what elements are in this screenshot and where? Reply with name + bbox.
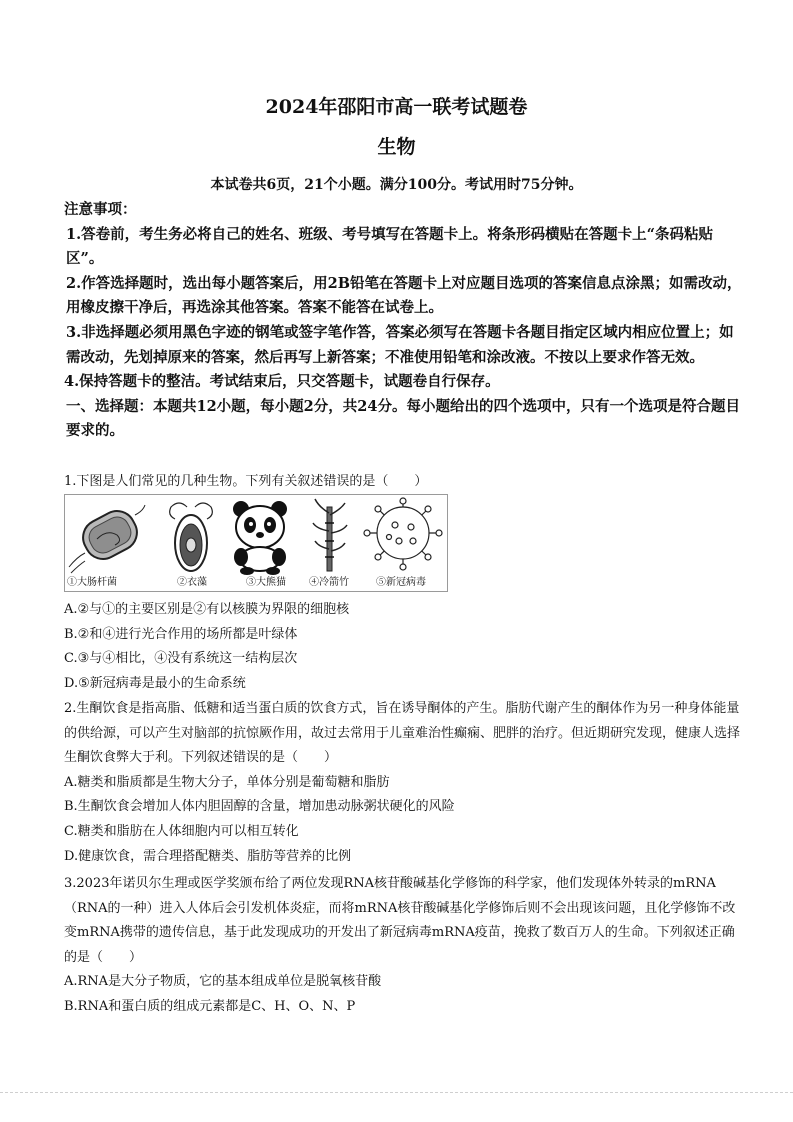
note-item-2: 2.作答选择题时，选出每小题答案后，用2B铅笔在答题卡上对应题目选项的答案信息点涂黑；如需改动，用橡皮擦干净后，再选涂其他答案。答案不能答在试卷上。 bbox=[66, 274, 742, 317]
caption-bamboo: ④冷箭竹 bbox=[309, 577, 349, 588]
exam-info: 本试卷共6页，21个小题。满分100分。考试用时75分钟。 bbox=[210, 177, 583, 193]
caption-panda: ③大熊猫 bbox=[246, 577, 286, 588]
caption-virus: ⑤新冠病毒 bbox=[376, 577, 426, 588]
exam-subject: 生物 bbox=[377, 136, 416, 158]
question-2 bbox=[64, 697, 742, 869]
notes-section bbox=[64, 198, 744, 444]
q2-option-b: B.生酮饮食会增加人体内胆固醇的含量，增加患动脉粥状硬化的风险 bbox=[64, 799, 455, 815]
virus-drawing bbox=[364, 498, 442, 570]
note-item-1: 1.答卷前，考生务必将自己的姓名、班级、考号填写在答题卡上。将条形码横贴在答题卡上“条码粘贴区”。 bbox=[66, 225, 713, 268]
q1-option-b: B.②和④进行光合作用的场所都是叶绿体 bbox=[64, 626, 298, 642]
q3-option-b: B.RNA和蛋白质的组成元素都是C、H、O、N、P bbox=[64, 998, 356, 1014]
q2-option-c: C.糖类和脂肪在人体细胞内可以相互转化 bbox=[64, 823, 299, 839]
section1-heading: 一、选择题：本题共12小题，每小题2分，共24分。每小题给出的四个选项中，只有一个选项是符合题目要求的。 bbox=[66, 397, 740, 440]
question-3-stem: 3.2023年诺贝尔生理或医学奖颁布给了两位发现RNA核苷酸碱基化学修饰的科学家，他们发现体外转录的mRNA（RNA的一种）进入人体后会引发机体炎症，而将mRNA核苷酸碱基化学修饰后则不会出现该问题，且化学修饰不改变mRNA携带的遗传信息，基于此发现成功的开发出了新冠病毒mRNA疫苗，挽救了数百万人的生命。下列叙述正确的是（ ） bbox=[64, 876, 736, 965]
page-bottom-divider bbox=[0, 1092, 793, 1093]
question-1-stem: 1.下图是人们常见的几种生物。下列有关叙述错误的是（ ） bbox=[64, 474, 428, 489]
caption-ecoli: ①大肠杆菌 bbox=[67, 577, 117, 588]
q2-option-a: A.糖类和脂质都是生物大分子，单体分别是葡萄糖和脂肪 bbox=[64, 774, 390, 790]
chlamydomonas-drawing bbox=[170, 503, 213, 571]
q1-option-c: C.③与④相比，④没有系统这一结构层次 bbox=[64, 651, 298, 667]
q1-option-a: A.②与①的主要区别是②有以核膜为界限的细胞核 bbox=[64, 602, 350, 617]
bamboo-drawing bbox=[313, 499, 347, 571]
organisms-figure bbox=[64, 494, 448, 592]
notes-heading: 注意事项： bbox=[64, 201, 137, 218]
q3-option-a: A.RNA是大分子物质，它的基本组成单位是脱氧核苷酸 bbox=[64, 974, 382, 990]
panda-drawing bbox=[233, 501, 287, 575]
caption-chlamydomonas: ②衣藻 bbox=[177, 577, 207, 588]
exam-title: 2024年邵阳市高一联考试题卷 bbox=[265, 96, 528, 118]
question-1-stem-block bbox=[64, 470, 742, 495]
ecoli-drawing bbox=[69, 505, 145, 573]
note-item-4: 4.保持答题卡的整洁。考试结束后，只交答题卡，试题卷自行保存。 bbox=[64, 373, 500, 391]
question-2-stem: 2.生酮饮食是指高脂、低糖和适当蛋白质的饮食方式，旨在诱导酮体的产生。脂肪代谢产生的酮体作为另一种身体能量的供给源，可以产生对脑部的抗惊厥作用，故过去常用于儿童难治性癫痫、肥胖的治疗。但近期研究发现，健康人选择生酮饮食弊大于利。下列叙述错误的是（ ） bbox=[64, 701, 741, 766]
q1-option-d: D.⑤新冠病毒是最小的生命系统 bbox=[64, 675, 246, 691]
note-item-3: 3.非选择题必须用黑色字迹的钢笔或签字笔作答，答案必须写在答题卡各题目指定区域内相应位置上；如需改动，先划掉原来的答案，然后再写上新答案；不准使用铅笔和涂改液。不按以上要求作答无效。 bbox=[66, 323, 734, 366]
question-1-options bbox=[64, 598, 742, 696]
q2-option-d: D.健康饮食，需合理搭配糖类、脂肪等营养的比例 bbox=[64, 848, 352, 864]
question-3 bbox=[64, 872, 742, 1020]
